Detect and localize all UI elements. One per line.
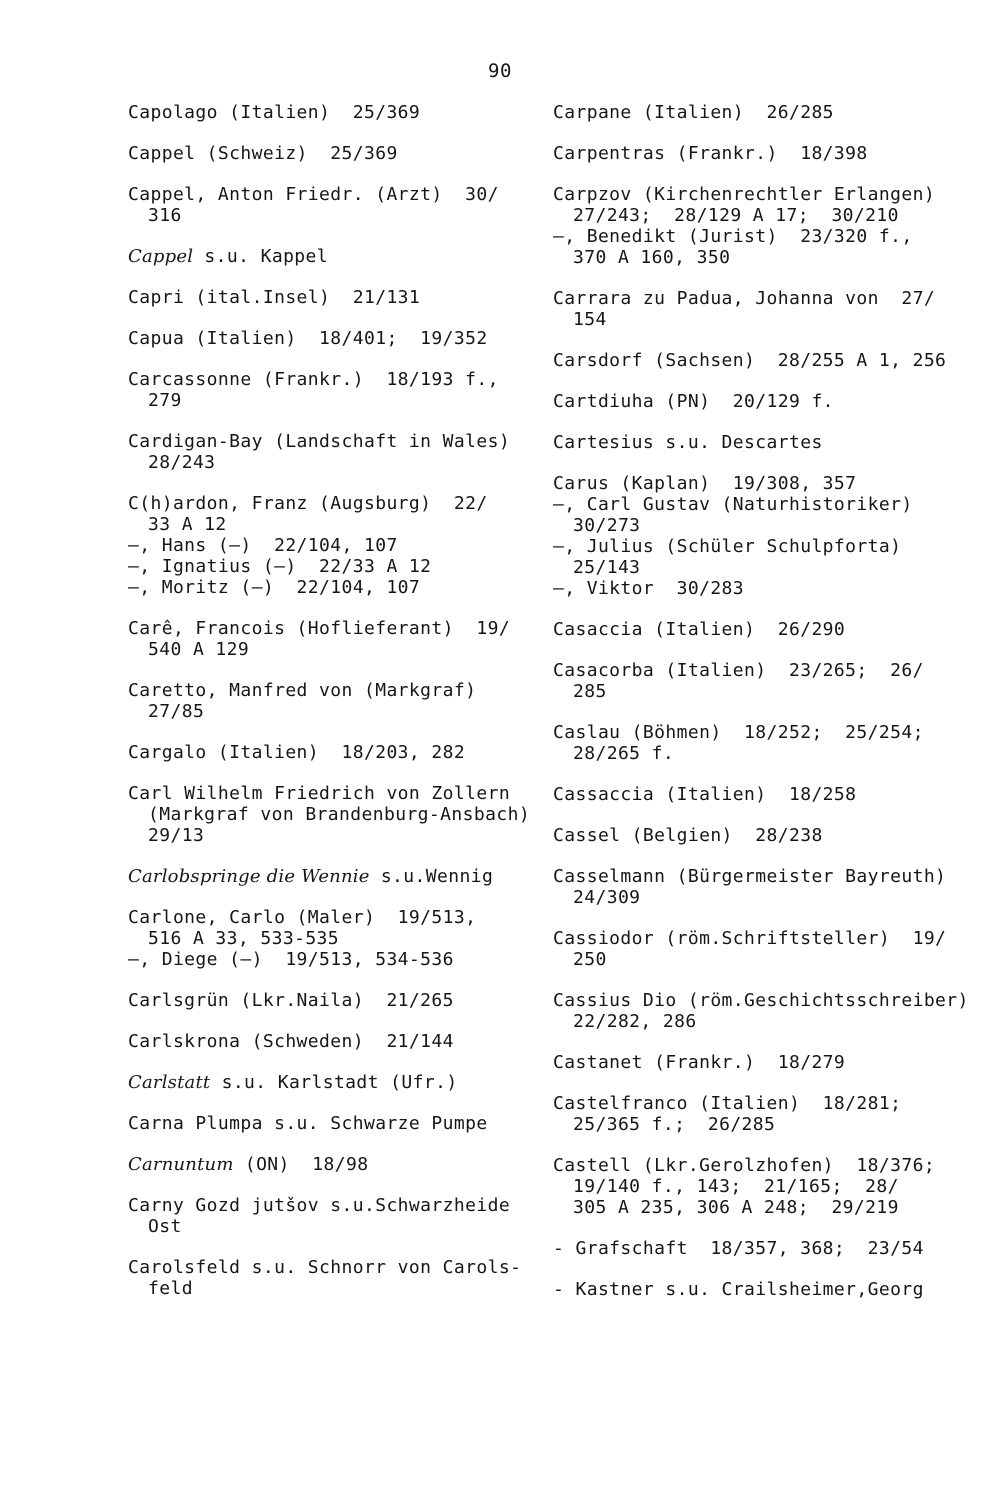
entry-line: Caretto, Manfred von (Markgraf): [128, 680, 477, 701]
italic-term: Cappel: [128, 246, 194, 267]
index-entry: [553, 391, 953, 412]
entry-line: Carcassonne (Frankr.) 18/193 f.,: [128, 369, 499, 390]
entry-line: Cassel (Belgien) 28/238: [553, 825, 823, 846]
index-entry: [553, 1052, 953, 1073]
index-entry: [553, 1155, 953, 1218]
entry-text: s.u.Wennig: [369, 866, 494, 887]
entry-line: 30/273: [573, 515, 641, 536]
entry-line: - Grafschaft 18/357, 368; 23/54: [553, 1238, 924, 1259]
entry-line: Carpzov (Kirchenrechtler Erlangen): [553, 184, 936, 205]
index-entry: [128, 431, 523, 473]
index-entry: [553, 432, 953, 453]
entry-line: Carsdorf (Sachsen) 28/255 A 1, 256: [553, 350, 947, 371]
entry-line: 316: [148, 205, 182, 226]
right-column: [553, 102, 969, 1320]
entry-line: Castelfranco (Italien) 18/281;: [553, 1093, 902, 1114]
entry-line: 516 A 33, 533-535: [148, 928, 340, 949]
entry-line: Carpentras (Frankr.) 18/398: [553, 143, 868, 164]
entry-line: Cappel (Schweiz) 25/369: [128, 143, 398, 164]
entry-line: —, Viktor 30/283: [553, 578, 745, 599]
index-entry: [128, 1031, 523, 1052]
entry-line: —, Hans (—) 22/104, 107: [128, 535, 398, 556]
index-entry: [553, 1238, 953, 1259]
entry-line: 19/140 f., 143; 21/165; 28/: [573, 1176, 899, 1197]
entry-line: Carpane (Italien) 26/285: [553, 102, 834, 123]
entry-line: 540 A 129: [148, 639, 250, 660]
entry-line: Cartdiuha (PN) 20/129 f.: [553, 391, 834, 412]
entry-line: [128, 1072, 523, 1093]
index-entry: [128, 287, 523, 308]
index-entry: [128, 1257, 523, 1299]
entry-line: Cassiodor (röm.Schriftsteller) 19/: [553, 928, 947, 949]
entry-line: Capua (Italien) 18/401; 19/352: [128, 328, 488, 349]
entry-line: Caslau (Böhmen) 18/252; 25/254;: [553, 722, 924, 743]
entry-line: C(h)ardon, Franz (Augsburg) 22/: [128, 493, 488, 514]
index-entry: [128, 1113, 523, 1134]
italic-term: Carlstatt: [128, 1072, 211, 1093]
index-entry: [553, 928, 953, 970]
entry-line: 25/365 f.; 26/285: [573, 1114, 776, 1135]
entry-line: 370 A 160, 350: [573, 247, 731, 268]
index-entry: [553, 1093, 953, 1135]
entry-line: Carolsfeld s.u. Schnorr von Carols-: [128, 1257, 522, 1278]
entry-line: 24/309: [573, 887, 641, 908]
index-entry: [128, 680, 523, 722]
entry-line: [128, 866, 523, 887]
index-entry: [553, 288, 953, 330]
entry-line: 285: [573, 681, 607, 702]
index-entry: [553, 473, 953, 599]
index-entry: [128, 990, 523, 1011]
index-entry: [128, 184, 523, 226]
entry-line: Capolago (Italien) 25/369: [128, 102, 421, 123]
entry-line: —, Carl Gustav (Naturhistoriker): [553, 494, 913, 515]
index-entry: [553, 184, 953, 268]
entry-line: 29/13: [148, 825, 205, 846]
entry-line: —, Moritz (—) 22/104, 107: [128, 577, 421, 598]
entry-line: —, Diege (—) 19/513, 534-536: [128, 949, 454, 970]
index-entry: [128, 246, 523, 267]
entry-line: Carl Wilhelm Friedrich von Zollern: [128, 783, 511, 804]
index-entry: [128, 1195, 523, 1237]
index-entry: [553, 102, 953, 123]
entry-text: (ON) 18/98: [233, 1154, 369, 1175]
index-entry: [128, 1154, 523, 1175]
entry-line: Ost: [148, 1216, 182, 1237]
entry-line: Castell (Lkr.Gerolzhofen) 18/376;: [553, 1155, 936, 1176]
entry-line: Cassaccia (Italien) 18/258: [553, 784, 857, 805]
entry-line: [128, 246, 523, 267]
index-entry: [553, 350, 953, 371]
entry-line: 25/143: [573, 557, 641, 578]
entry-line: 28/265 f.: [573, 743, 675, 764]
entry-line: —, Benedikt (Jurist) 23/320 f.,: [553, 226, 913, 247]
entry-line: Carlsgrün (Lkr.Naila) 21/265: [128, 990, 454, 1011]
index-entry: [128, 1072, 523, 1093]
entry-line: Carlone, Carlo (Maler) 19/513,: [128, 907, 477, 928]
entry-line: - Kastner s.u. Crailsheimer,Georg: [553, 1279, 924, 1300]
entry-text: s.u. Kappel: [193, 246, 329, 267]
entry-line: 305 A 235, 306 A 248; 29/219: [573, 1197, 899, 1218]
entry-line: [128, 1154, 523, 1175]
index-entry: [128, 328, 523, 349]
entry-line: Casselmann (Bürgermeister Bayreuth): [553, 866, 947, 887]
index-entry: [553, 784, 953, 805]
index-entry: [128, 618, 523, 660]
index-entry: [128, 742, 523, 763]
index-entry: [128, 143, 523, 164]
index-entry: [553, 722, 953, 764]
entry-line: 250: [573, 949, 607, 970]
entry-line: 27/85: [148, 701, 205, 722]
italic-term: Carnuntum: [128, 1154, 234, 1175]
entry-line: (Markgraf von Brandenburg-Ansbach): [148, 804, 531, 825]
index-entry: [553, 825, 953, 846]
index-entry: [128, 783, 531, 846]
entry-line: Carny Gozd jutšov s.u.Schwarzheide: [128, 1195, 511, 1216]
index-entry: [128, 102, 523, 123]
page-number: 90: [488, 60, 512, 82]
entry-line: 279: [148, 390, 182, 411]
entry-line: Cappel, Anton Friedr. (Arzt) 30/: [128, 184, 499, 205]
index-entry: [553, 1279, 953, 1300]
entry-line: Casaccia (Italien) 26/290: [553, 619, 846, 640]
index-entry: [553, 143, 953, 164]
entry-text: s.u. Karlstadt (Ufr.): [210, 1072, 458, 1093]
entry-line: feld: [148, 1278, 193, 1299]
entry-line: Cargalo (Italien) 18/203, 282: [128, 742, 466, 763]
entry-line: 154: [573, 309, 607, 330]
entry-line: Carrara zu Padua, Johanna von 27/: [553, 288, 936, 309]
index-entry: [553, 619, 953, 640]
entry-line: Capri (ital.Insel) 21/131: [128, 287, 421, 308]
entry-line: Cassius Dio (röm.Geschichtsschreiber): [553, 990, 969, 1011]
entry-line: 27/243; 28/129 A 17; 30/210: [573, 205, 899, 226]
entry-line: 28/243: [148, 452, 216, 473]
entry-line: Carê, Francois (Hoflieferant) 19/: [128, 618, 511, 639]
entry-line: Carus (Kaplan) 19/308, 357: [553, 473, 857, 494]
entry-line: Cardigan-Bay (Landschaft in Wales): [128, 431, 511, 452]
entry-line: Castanet (Frankr.) 18/279: [553, 1052, 846, 1073]
index-entry: [553, 866, 953, 908]
italic-term: Carlobspringe die Wennie: [128, 866, 370, 887]
index-entry: [553, 660, 953, 702]
entry-line: —, Ignatius (—) 22/33 A 12: [128, 556, 432, 577]
entry-line: —, Julius (Schüler Schulpforta): [553, 536, 902, 557]
left-column: [128, 102, 531, 1319]
entry-line: 22/282, 286: [573, 1011, 697, 1032]
entry-line: Cartesius s.u. Descartes: [553, 432, 823, 453]
entry-line: Casacorba (Italien) 23/265; 26/: [553, 660, 924, 681]
entry-line: Carna Plumpa s.u. Schwarze Pumpe: [128, 1113, 488, 1134]
index-entry: [553, 990, 969, 1032]
index-entry: [128, 369, 523, 411]
index-entry: [128, 866, 523, 887]
entry-line: 33 A 12: [148, 514, 227, 535]
entry-line: Carlskrona (Schweden) 21/144: [128, 1031, 454, 1052]
index-entry: [128, 493, 523, 598]
index-entry: [128, 907, 523, 970]
